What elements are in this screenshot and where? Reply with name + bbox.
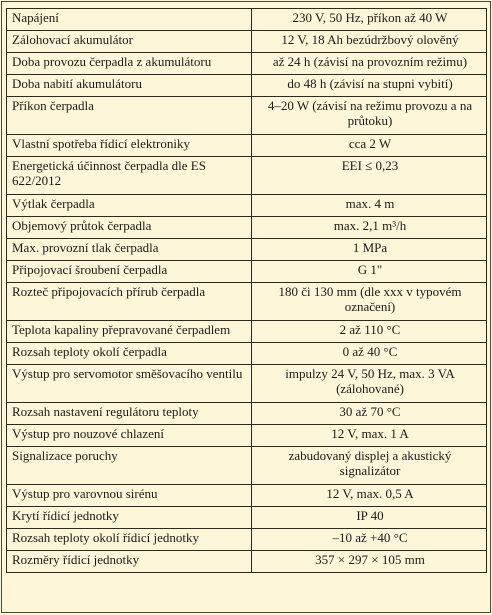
spec-table-body bbox=[7, 9, 487, 573]
spec-value: 0 až 40 °C bbox=[252, 343, 487, 365]
spec-value: –10 až +40 °C bbox=[252, 529, 487, 551]
spec-value: max. 2,1 m³/h bbox=[252, 217, 487, 239]
spec-row bbox=[7, 551, 487, 573]
spec-row bbox=[7, 321, 487, 343]
spec-label: Napájení bbox=[7, 9, 252, 31]
spec-value: 30 až 70 °C bbox=[252, 403, 487, 425]
spec-row bbox=[7, 365, 487, 403]
spec-row bbox=[7, 9, 487, 31]
spec-row bbox=[7, 403, 487, 425]
spec-row bbox=[7, 195, 487, 217]
spec-label: Teplota kapaliny přepravované čerpadlem bbox=[7, 321, 252, 343]
spec-value: 230 V, 50 Hz, příkon až 40 W bbox=[252, 9, 487, 31]
spec-label: Doba provozu čerpadla z akumulátoru bbox=[7, 53, 252, 75]
spec-label: Výtlak čerpadla bbox=[7, 195, 252, 217]
spec-value: zabudovaný displej a akustický signalizátor bbox=[252, 447, 487, 485]
spec-value: impulzy 24 V, 50 Hz, max. 3 VA (zálohované) bbox=[252, 365, 487, 403]
spec-row bbox=[7, 507, 487, 529]
spec-label: Energetická účinnost čerpadla dle ES 622/2012 bbox=[7, 157, 252, 195]
spec-label: Zálohovací akumulátor bbox=[7, 31, 252, 53]
spec-label: Objemový průtok čerpadla bbox=[7, 217, 252, 239]
spec-row bbox=[7, 31, 487, 53]
spec-value: 12 V, max. 0,5 A bbox=[252, 485, 487, 507]
spec-row bbox=[7, 239, 487, 261]
spec-label: Příkon čerpadla bbox=[7, 97, 252, 135]
spec-row bbox=[7, 217, 487, 239]
spec-row bbox=[7, 53, 487, 75]
spec-label: Rozteč připojovacích přírub čerpadla bbox=[7, 283, 252, 321]
spec-value: G 1" bbox=[252, 261, 487, 283]
spec-label: Rozsah nastavení regulátoru teploty bbox=[7, 403, 252, 425]
spec-value: EEI ≤ 0,23 bbox=[252, 157, 487, 195]
spec-label: Výstup pro servomotor směšovacího ventilu bbox=[7, 365, 252, 403]
spec-table-frame bbox=[1, 1, 491, 613]
spec-value: IP 40 bbox=[252, 507, 487, 529]
spec-row bbox=[7, 447, 487, 485]
spec-value: 357 × 297 × 105 mm bbox=[252, 551, 487, 573]
spec-label: Rozsah teploty okolí řídicí jednotky bbox=[7, 529, 252, 551]
spec-row bbox=[7, 135, 487, 157]
spec-row bbox=[7, 529, 487, 551]
spec-value: cca 2 W bbox=[252, 135, 487, 157]
spec-value: do 48 h (závisí na stupni vybití) bbox=[252, 75, 487, 97]
spec-row bbox=[7, 97, 487, 135]
spec-label: Krytí řídicí jednotky bbox=[7, 507, 252, 529]
spec-row bbox=[7, 261, 487, 283]
spec-label: Max. provozní tlak čerpadla bbox=[7, 239, 252, 261]
spec-value: až 24 h (závisí na provozním režimu) bbox=[252, 53, 487, 75]
spec-value: 12 V, 18 Ah bezúdržbový olověný bbox=[252, 31, 487, 53]
spec-value: 180 či 130 mm (dle xxx v typovém označení) bbox=[252, 283, 487, 321]
spec-row bbox=[7, 283, 487, 321]
spec-table bbox=[6, 8, 487, 573]
spec-row bbox=[7, 343, 487, 365]
spec-label: Výstup pro nouzové chlazení bbox=[7, 425, 252, 447]
spec-row bbox=[7, 425, 487, 447]
spec-label: Připojovací šroubení čerpadla bbox=[7, 261, 252, 283]
spec-label: Doba nabití akumulátoru bbox=[7, 75, 252, 97]
spec-label: Vlastní spotřeba řídicí elektroniky bbox=[7, 135, 252, 157]
spec-row bbox=[7, 75, 487, 97]
spec-label: Rozsah teploty okolí čerpadla bbox=[7, 343, 252, 365]
spec-value: max. 4 m bbox=[252, 195, 487, 217]
spec-value: 4–20 W (závisí na režimu provozu a na průtoku) bbox=[252, 97, 487, 135]
spec-value: 1 MPa bbox=[252, 239, 487, 261]
spec-value: 12 V, max. 1 A bbox=[252, 425, 487, 447]
spec-row bbox=[7, 485, 487, 507]
spec-label: Výstup pro varovnou sirénu bbox=[7, 485, 252, 507]
spec-label: Rozměry řídicí jednotky bbox=[7, 551, 252, 573]
spec-row bbox=[7, 157, 487, 195]
spec-label: Signalizace poruchy bbox=[7, 447, 252, 485]
spec-value: 2 až 110 °C bbox=[252, 321, 487, 343]
